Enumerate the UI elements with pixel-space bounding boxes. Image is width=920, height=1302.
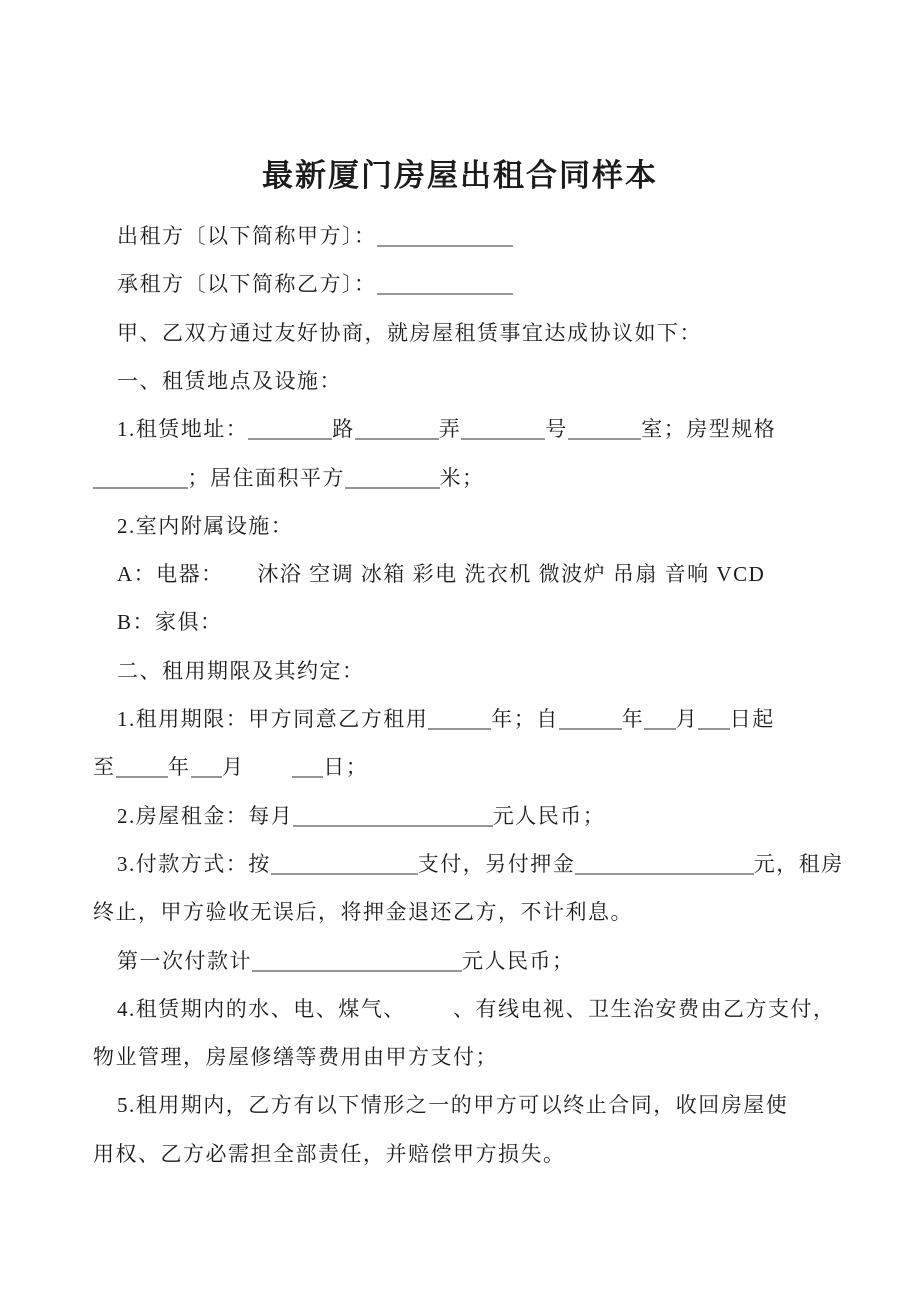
blank-field: [271, 852, 418, 875]
blank-field: [252, 949, 462, 972]
blank-field: [116, 755, 169, 778]
contract-line: [117, 840, 890, 888]
contract-line: [93, 454, 890, 502]
contract-line: [117, 212, 890, 260]
contract-text: 一、租赁地点及设施：: [117, 368, 342, 393]
contract-text: 年: [621, 707, 645, 731]
contract-line: [117, 550, 890, 598]
contract-text: 元人民币；: [492, 803, 606, 828]
contract-text: 室；房型规格: [641, 417, 777, 442]
blank-field: [461, 417, 545, 440]
blank-field: [292, 755, 324, 778]
contract-text: 物业管理，房屋修缮等费用由甲方支付；: [93, 1045, 498, 1070]
contract-line: [93, 743, 890, 791]
contract-text: 路: [332, 417, 355, 442]
contract-line: [117, 598, 890, 646]
contract-line: [117, 309, 890, 357]
contract-line: [117, 647, 890, 695]
blank-field: [644, 707, 676, 730]
contract-line: [117, 1081, 890, 1129]
contract-text: 用权、乙方必需担全部责任，并赔偿甲方损失。: [93, 1141, 566, 1166]
blank-field: [377, 272, 514, 295]
contract-text: 第一次付款计: [117, 948, 252, 973]
blank-field: [559, 707, 622, 730]
contract-line: [117, 985, 890, 1033]
contract-line: [93, 1130, 890, 1178]
contract-text: 弄: [438, 417, 462, 442]
contract-text: 承租方〔以下简称乙方〕：: [117, 272, 377, 297]
contract-text: 1.租用期限：甲方同意乙方租用: [117, 707, 429, 731]
contract-text: 出租方〔以下简称甲方〕：: [117, 224, 377, 248]
contract-text: 3.付款方式：按: [117, 851, 271, 876]
text-gap: [245, 755, 292, 779]
contract-text: 年: [168, 755, 191, 780]
contract-text: A：电器：: [117, 562, 224, 587]
contract-text: 日起: [729, 707, 775, 731]
blank-field: [191, 755, 223, 778]
contract-text: 日；: [323, 755, 369, 780]
contract-text: 、有线电视、卫生治安费由乙方支付，: [453, 996, 836, 1021]
contract-line: [93, 1033, 890, 1081]
contract-text: 终止，甲方验收无误后，将押金退还乙方，不计利息。: [93, 900, 633, 925]
contract-text: 2.房屋租金：每月: [117, 803, 294, 828]
contract-text: 号: [545, 417, 568, 442]
contract-line: [117, 937, 890, 985]
contract-text: 甲、乙双方通过友好协商，就房屋租赁事宜达成协议如下：: [117, 320, 702, 345]
contract-line: [117, 405, 890, 453]
contract-text: 二、租用期限及其约定：: [117, 658, 365, 683]
blank-field: [568, 417, 642, 440]
contract-line: [117, 695, 890, 743]
document-title: 最新厦门房屋出租合同样本: [262, 158, 658, 193]
contract-text: 4.租赁期内的水、电、煤气、: [117, 996, 406, 1021]
contract-line: [93, 888, 890, 936]
blank-field: [355, 417, 439, 440]
contract-text: 年；自: [491, 707, 559, 731]
contract-text: 1.租赁地址：: [117, 417, 249, 442]
contract-text: 米；: [439, 465, 485, 490]
blank-field: [575, 852, 754, 875]
contract-line: [117, 260, 890, 308]
contract-text: 5.租用期内，乙方有以下情形之一的甲方可以终止合同，收回房屋使: [117, 1093, 789, 1118]
blank-field: [377, 224, 514, 247]
contract-text: ；居住面积平方: [187, 465, 345, 490]
contract-text: 月: [222, 755, 245, 780]
contract-line: [117, 357, 890, 405]
contract-text: 元人民币；: [462, 948, 575, 973]
blank-field: [248, 417, 332, 440]
blank-field: [293, 804, 493, 827]
contract-text: 支付，另付押金: [417, 851, 576, 876]
contract-text: 2.室内附属设施：: [117, 513, 294, 538]
blank-field: [93, 466, 188, 489]
text-gap: [406, 997, 453, 1021]
blank-field: [428, 707, 491, 730]
contract-text: 沐浴 空调 冰箱 彩电 洗衣机 微波炉 吊扇 音响 VCD: [257, 562, 766, 587]
blank-field: [345, 466, 440, 489]
contract-text: 元，租房: [753, 851, 844, 876]
text-gap: [224, 562, 258, 586]
blank-field: [698, 707, 730, 730]
contract-text: B：家俱：: [117, 610, 223, 635]
contract-line: [117, 792, 890, 840]
contract-text: 至: [93, 755, 116, 780]
contract-text: 月: [675, 707, 699, 731]
contract-line: [117, 502, 890, 550]
